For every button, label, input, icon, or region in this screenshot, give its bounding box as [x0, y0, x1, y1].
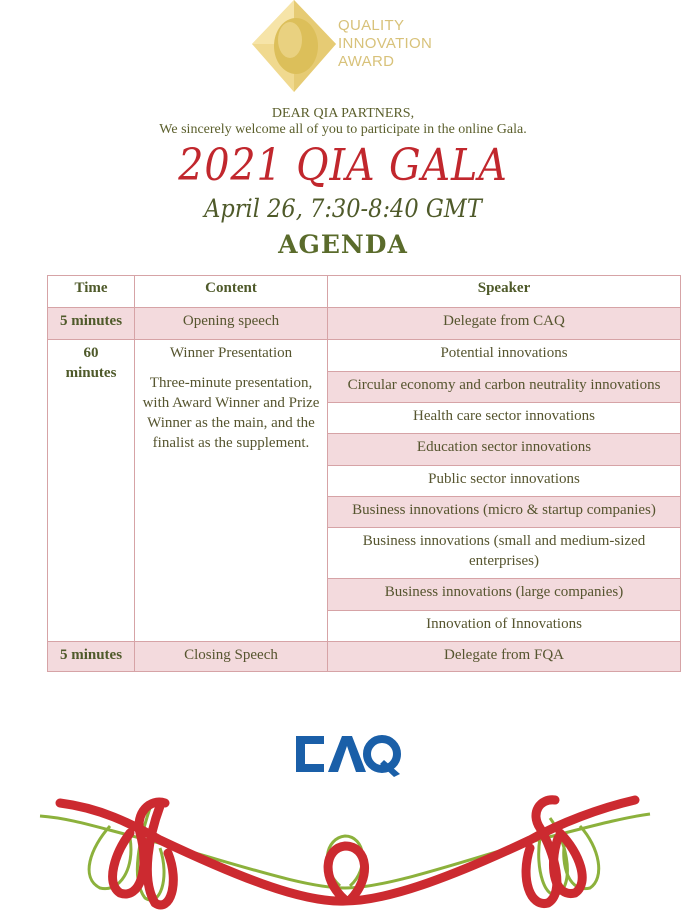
- speaker-row: Health care sector innovations: [327, 402, 681, 434]
- gala-date: April 26, 7:30-8:40 GMT: [204, 194, 482, 223]
- speaker-row: Business innovations (micro & startup companies): [327, 496, 681, 528]
- opening-speaker: Delegate from CAQ: [327, 307, 681, 340]
- logo-text-quality: QUALITY: [338, 17, 405, 34]
- speaker-row: Innovation of Innovations: [327, 610, 681, 642]
- caq-logo: [294, 730, 404, 778]
- welcome-text: We sincerely welcome all of you to participate in the online Gala.: [159, 122, 527, 137]
- header-content: Content: [134, 275, 328, 308]
- ribbon-icon: [0, 778, 686, 914]
- presentation-description: Three-minute presentation, with Award Winner and Prize Winner as the main, and the finalist as the supplement.: [142, 375, 320, 451]
- ribbon-decoration: [0, 778, 686, 914]
- logo-text-award: AWARD: [338, 53, 395, 70]
- gala-title: 2021 QIA GALA: [178, 140, 508, 191]
- closing-content: Closing Speech: [134, 641, 328, 672]
- logo-text-innovation: INNOVATION: [338, 35, 433, 52]
- presentation-content: [134, 339, 328, 642]
- greeting: DEAR QIA PARTNERS,: [271, 106, 415, 121]
- diamond-emblem-icon: [252, 0, 336, 92]
- opening-time: 5 minutes: [47, 307, 135, 340]
- closing-speaker: Delegate from FQA: [327, 641, 681, 672]
- presentation-time: [47, 339, 135, 642]
- closing-time: 5 minutes: [47, 641, 135, 672]
- quality-innovation-award-logo: [252, 0, 452, 92]
- header-time: Time: [47, 275, 135, 308]
- presentation-time-text: 60 minutes: [65, 345, 117, 381]
- header-speaker: Speaker: [327, 275, 681, 308]
- speaker-row: Business innovations (large companies): [327, 578, 681, 611]
- speaker-row: Education sector innovations: [327, 433, 681, 466]
- agenda-heading: AGENDA: [278, 230, 408, 259]
- speaker-row: Circular economy and carbon neutrality innovations: [327, 371, 681, 403]
- speaker-row: Public sector innovations: [327, 465, 681, 497]
- opening-content: Opening speech: [134, 307, 328, 340]
- speaker-row: Potential innovations: [327, 339, 681, 372]
- agenda-table: [47, 275, 681, 672]
- speaker-row: Business innovations (small and medium-sized enterprises): [327, 527, 681, 579]
- caq-logo-mark-icon: [294, 730, 404, 778]
- presentation-title: Winner Presentation: [169, 345, 293, 361]
